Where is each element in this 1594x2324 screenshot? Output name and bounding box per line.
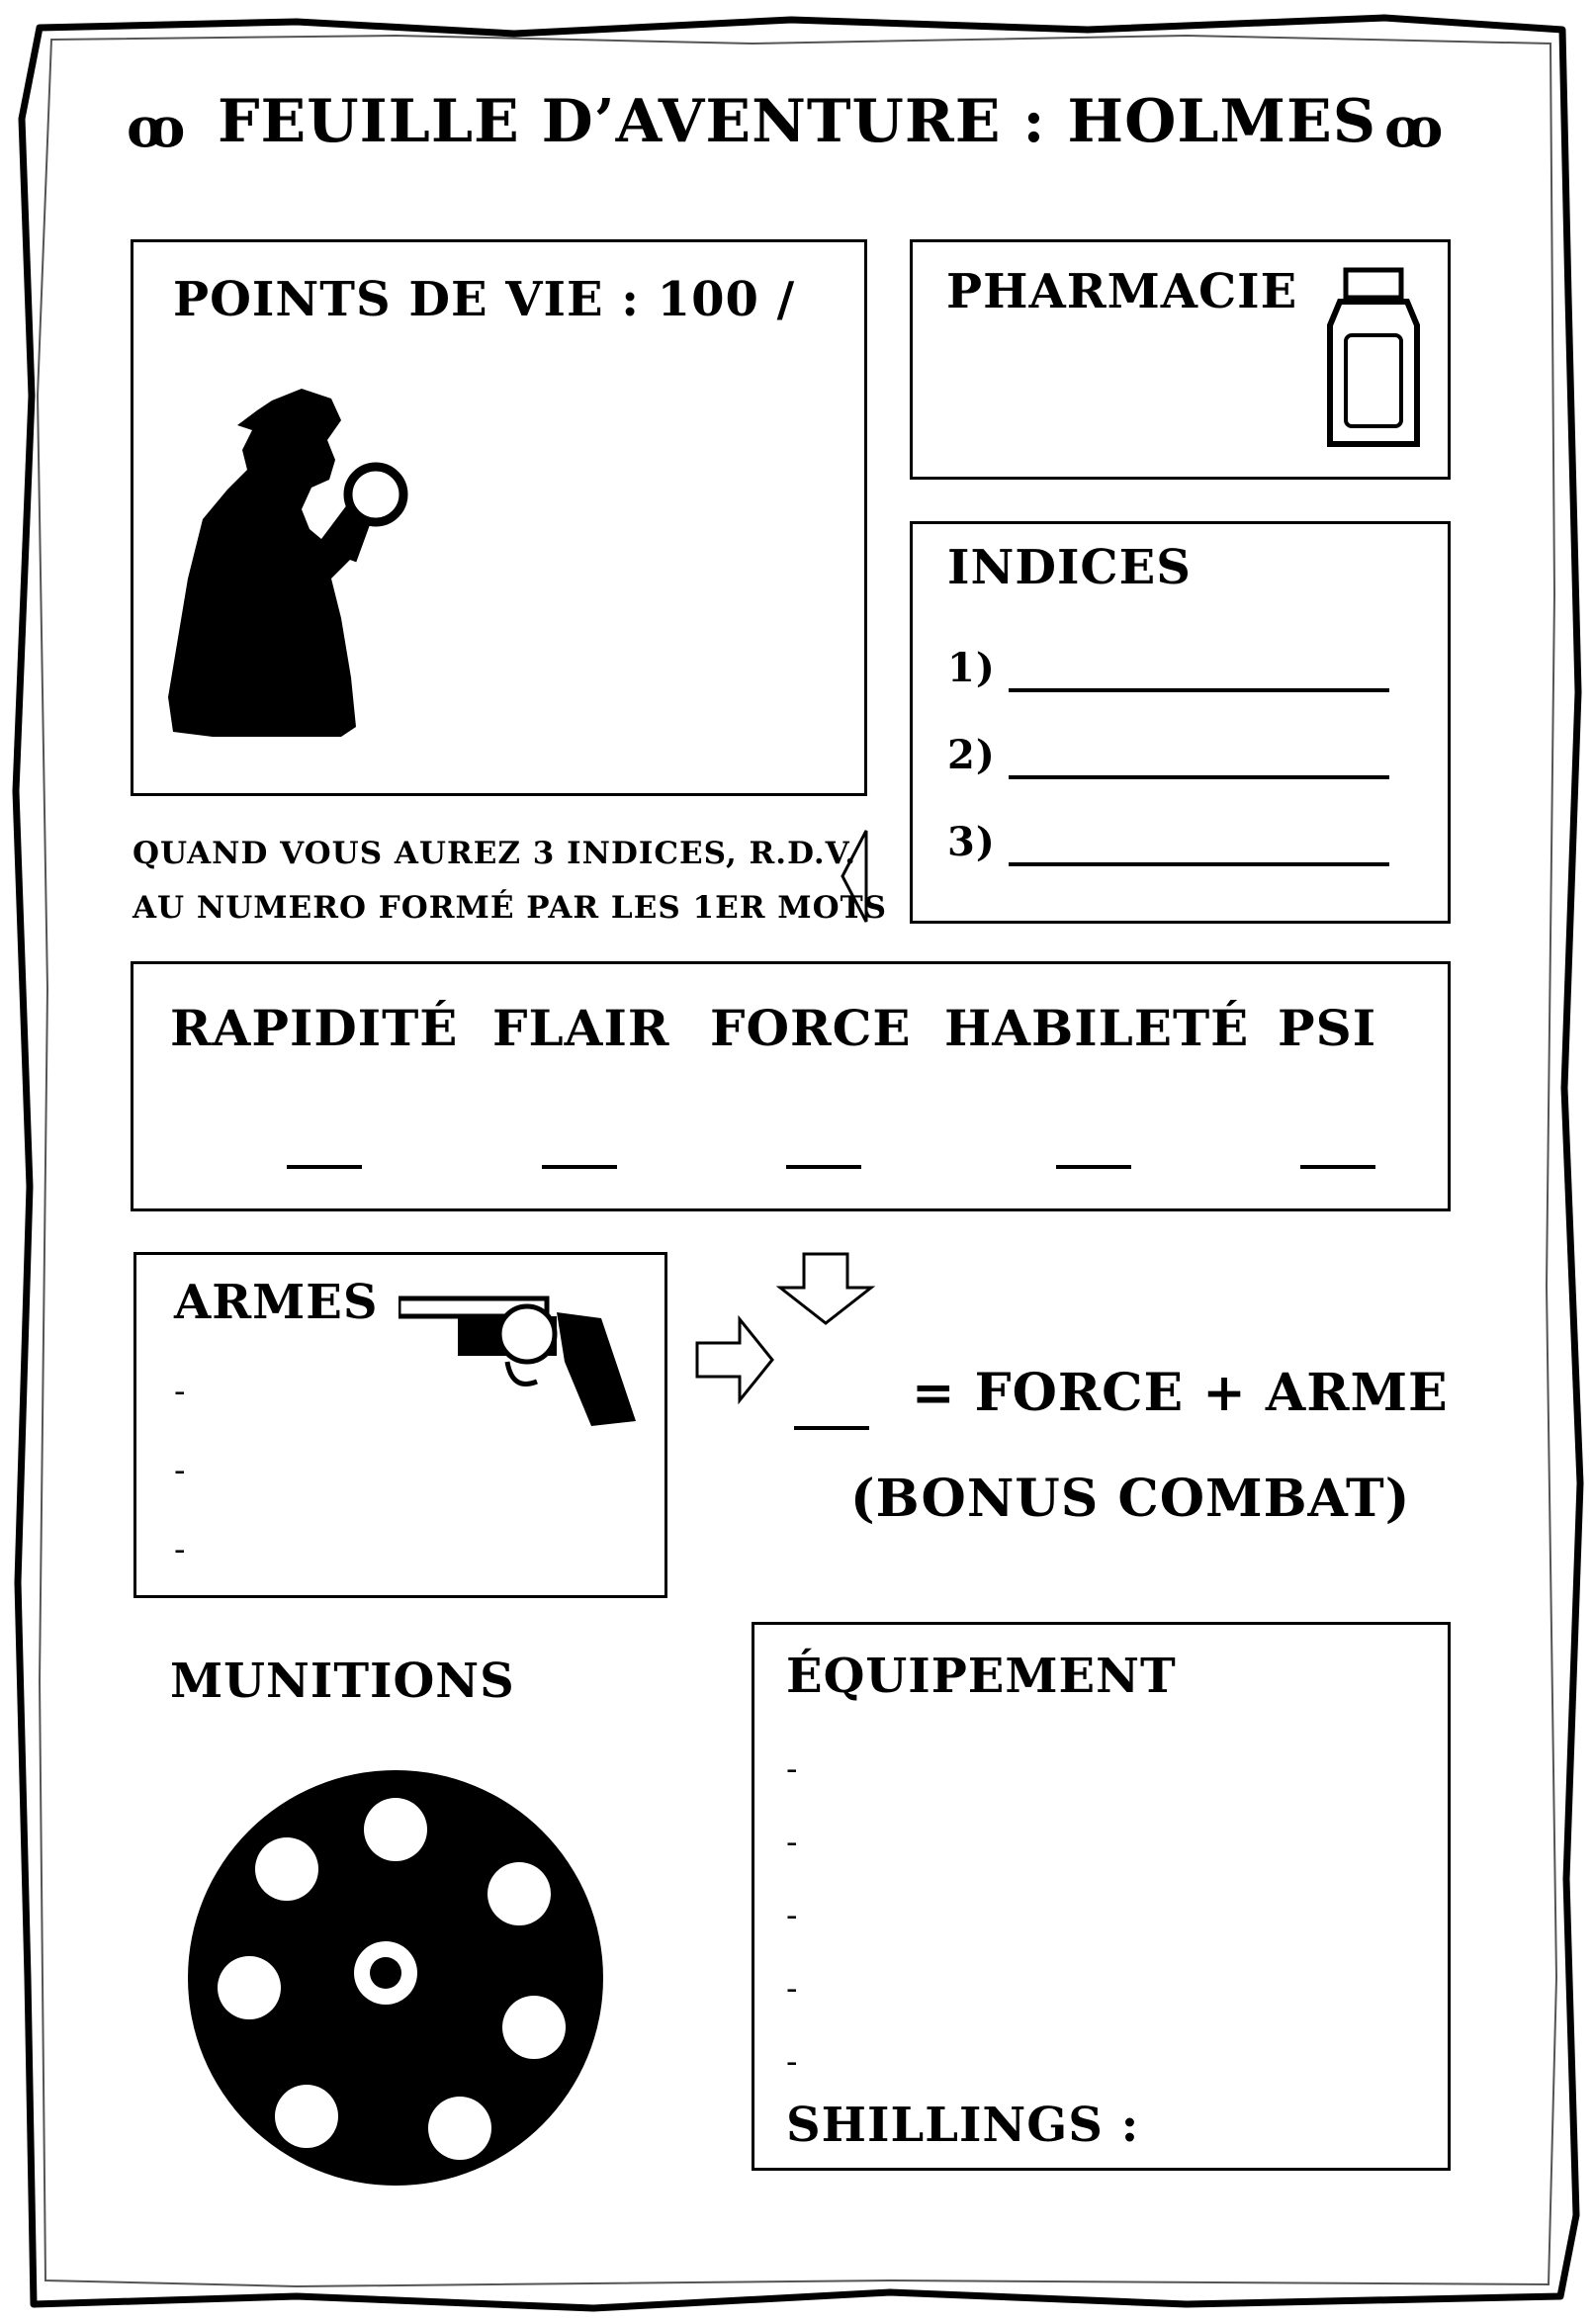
stat-skill-line[interactable] [1056, 1165, 1131, 1169]
pharmacy-label: PHARMACIE [946, 264, 1298, 319]
combat-bonus-label: (BONUS COMBAT) [850, 1469, 1411, 1529]
clue-number-1: 1) [947, 645, 996, 691]
stat-force-line[interactable] [786, 1165, 861, 1169]
stat-force-label: FORCE [710, 999, 912, 1057]
ornament-right-icon: ꝏ [1384, 95, 1445, 160]
arrow-right-icon [695, 1315, 776, 1404]
stat-flair-label: FLAIR [492, 999, 670, 1057]
weapons-label: ARMES [174, 1275, 379, 1330]
pharmacy-box [910, 239, 1451, 480]
weapon-slot-3[interactable]: - [174, 1530, 186, 1569]
bottle-icon [1318, 266, 1427, 458]
shillings-label: SHILLINGS : [786, 2098, 1140, 2153]
life-points-label: POINTS DE VIE : 100 / [173, 272, 796, 327]
clue-number-3: 3) [947, 819, 996, 865]
stat-speed-line[interactable] [287, 1165, 362, 1169]
revolver-cylinder-icon [178, 1760, 613, 2195]
arrow-left-icon [839, 827, 870, 926]
equipment-slot-1[interactable]: - [786, 1749, 798, 1789]
stat-psi-line[interactable] [1300, 1165, 1375, 1169]
ammo-label: MUNITIONS [170, 1654, 515, 1709]
equipment-label: ÉQUIPEMENT [786, 1649, 1177, 1704]
weapon-slot-2[interactable]: - [174, 1451, 186, 1490]
page-title: FEUILLE D’AVENTURE : HOLMES [217, 87, 1377, 156]
clue-number-2: 2) [947, 732, 996, 778]
revolver-icon [398, 1283, 641, 1435]
combat-formula: = FORCE + ARME [912, 1363, 1449, 1423]
equipment-slot-3[interactable]: - [786, 1896, 798, 1935]
ornament-left-icon: ꝏ [127, 95, 187, 160]
clue-note-line-1: QUAND VOUS AUREZ 3 INDICES, R.D.V. [133, 836, 857, 871]
equipment-slot-2[interactable]: - [786, 1823, 798, 1862]
stat-psi-label: PSI [1278, 999, 1377, 1057]
weapon-slot-1[interactable]: - [174, 1372, 186, 1411]
clue-note-line-2: AU NUMERO FORMÉ PAR LES 1ER MOTS [133, 890, 888, 926]
holmes-silhouette-icon [153, 381, 480, 760]
stat-flair-line[interactable] [542, 1165, 617, 1169]
arrow-down-icon [776, 1252, 875, 1327]
equipment-box [752, 1622, 1451, 2171]
stat-skill-label: HABILETÉ [944, 999, 1250, 1057]
stat-speed-label: RAPIDITÉ [170, 999, 459, 1057]
clue-line-3[interactable] [1009, 862, 1389, 866]
weapons-box [133, 1252, 667, 1598]
combat-bonus-line[interactable] [794, 1426, 869, 1430]
life-points-box [131, 239, 867, 796]
equipment-slot-5[interactable]: - [786, 2042, 798, 2082]
clue-line-2[interactable] [1009, 775, 1389, 779]
clues-label: INDICES [947, 540, 1192, 595]
clue-line-1[interactable] [1009, 688, 1389, 692]
equipment-slot-4[interactable]: - [786, 1969, 798, 2009]
